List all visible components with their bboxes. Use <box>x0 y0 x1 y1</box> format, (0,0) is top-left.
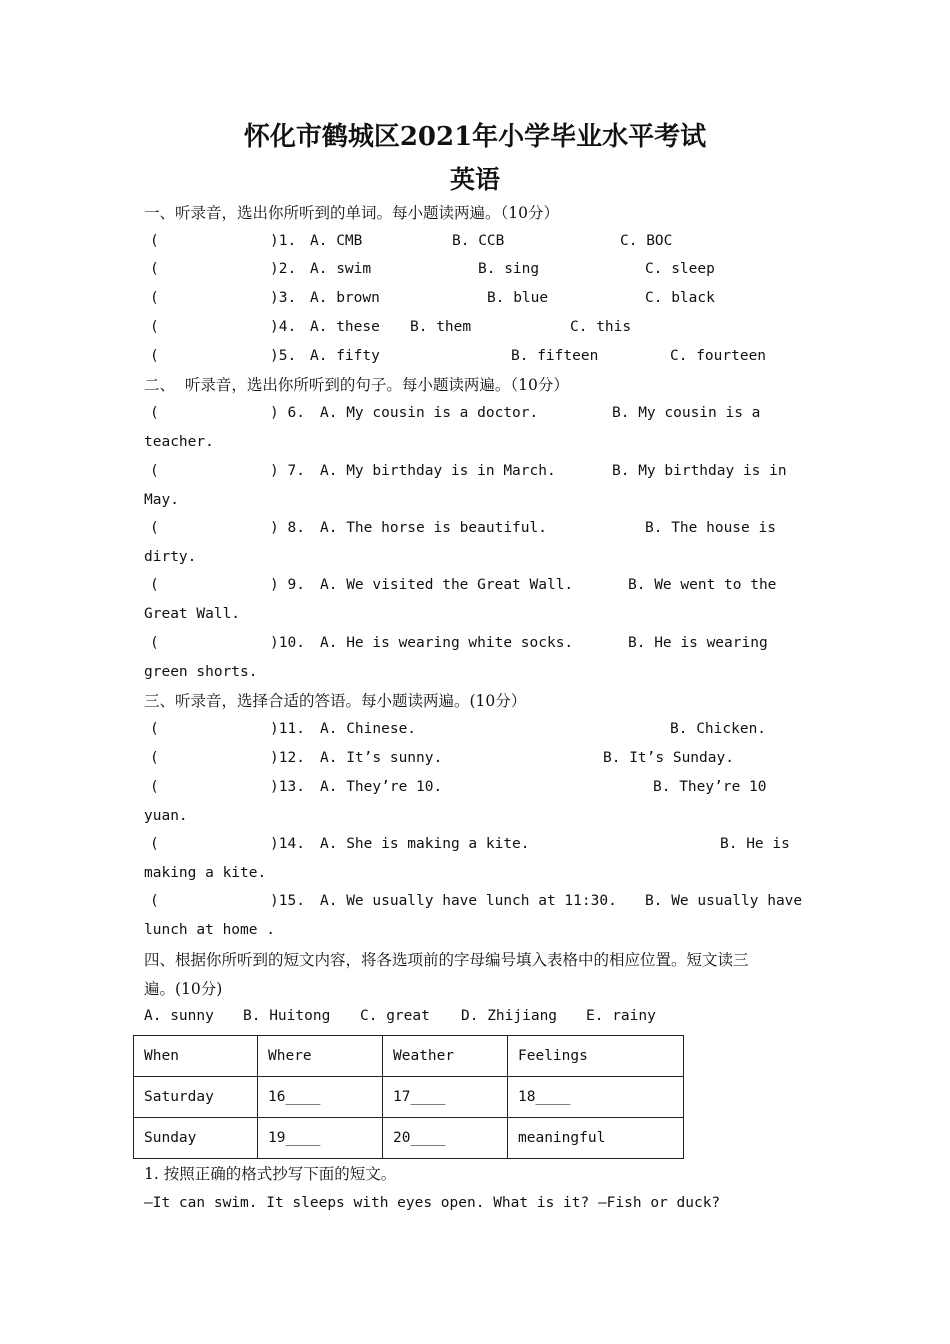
option-a: A. We visited the Great Wall. <box>320 577 574 593</box>
question-number: ) 8. <box>270 520 305 536</box>
table-cell: meaningful <box>508 1118 684 1159</box>
answer-blank[interactable]: ( <box>150 779 159 795</box>
option-b: B. We usually have <box>645 893 803 909</box>
question-number: )10. <box>270 635 305 651</box>
table-cell-blank[interactable]: 19____ <box>258 1118 383 1159</box>
question-number: )11. <box>270 721 305 737</box>
answer-blank[interactable]: ( <box>150 577 159 593</box>
option-c: C. black <box>645 290 715 306</box>
answer-blank[interactable]: ( <box>150 319 159 335</box>
section5-instruction: 1. 按照正确的格式抄写下面的短文。 <box>144 1165 397 1183</box>
option-continuation: dirty. <box>144 549 197 565</box>
option-continuation: green shorts. <box>144 664 258 680</box>
answer-blank[interactable]: ( <box>150 233 159 249</box>
answer-blank[interactable]: ( <box>150 463 159 479</box>
word-option: B. Huitong <box>243 1008 331 1024</box>
option-b: B. fifteen <box>511 348 599 364</box>
answer-blank[interactable]: ( <box>150 836 159 852</box>
question-number: ) 7. <box>270 463 305 479</box>
option-c: C. fourteen <box>670 348 767 364</box>
section5-passage: —It can swim. It sleeps with eyes open. What is it? —Fish or duck? <box>144 1195 721 1211</box>
answer-blank[interactable]: ( <box>150 520 159 536</box>
option-continuation: May. <box>144 492 179 508</box>
option-b: B. CCB <box>452 233 505 249</box>
table-header-cell: When <box>134 1036 258 1077</box>
question-number: )14. <box>270 836 305 852</box>
table-cell: Sunday <box>134 1118 258 1159</box>
answer-blank[interactable]: ( <box>150 750 159 766</box>
option-a: A. We usually have lunch at 11:30. <box>320 893 617 909</box>
option-a: A. swim <box>310 261 372 277</box>
answer-blank[interactable]: ( <box>150 893 159 909</box>
option-a: A. The horse is beautiful. <box>320 520 547 536</box>
question-number: ) 6. <box>270 405 305 421</box>
option-a: A. They’re 10. <box>320 779 443 795</box>
option-continuation: yuan. <box>144 808 188 824</box>
option-a: A. these <box>310 319 380 335</box>
exam-title: 怀化市鹤城区2021年小学毕业水平考试 <box>243 122 707 152</box>
table-row <box>134 1118 684 1159</box>
table-header-cell: Feelings <box>508 1036 684 1077</box>
word-option: D. Zhijiang <box>461 1008 558 1024</box>
section2-heading: 二、 听录音，选出你所听到的句子。每小题读两遍。（10分） <box>144 376 569 394</box>
answer-blank[interactable]: ( <box>150 348 159 364</box>
option-a: A. My cousin is a doctor. <box>320 405 539 421</box>
option-c: C. BOC <box>620 233 673 249</box>
question-number: )1. <box>270 233 297 249</box>
answer-blank[interactable]: ( <box>150 261 159 277</box>
option-b: B. sing <box>478 261 540 277</box>
word-option: A. sunny <box>144 1008 214 1024</box>
option-b: B. He is wearing <box>628 635 768 651</box>
question-number: )13. <box>270 779 305 795</box>
section4-heading-line2: 遍。(10分) <box>144 980 223 998</box>
question-number: )4. <box>270 319 297 335</box>
word-option: C. great <box>360 1008 430 1024</box>
section3-heading: 三、听录音，选择合适的答语。每小题读两遍。(10分） <box>144 692 527 710</box>
question-number: )15. <box>270 893 305 909</box>
answer-blank[interactable]: ( <box>150 405 159 421</box>
table-cell-blank[interactable]: 18____ <box>508 1077 684 1118</box>
exam-subject: 英语 <box>449 165 500 194</box>
option-b: B. blue <box>487 290 549 306</box>
option-b: B. It’s Sunday. <box>603 750 734 766</box>
question-number: ) 9. <box>270 577 305 593</box>
question-number: )3. <box>270 290 297 306</box>
option-continuation: lunch at home . <box>144 922 275 938</box>
section1-heading: 一、听录音，选出你所听到的单词。每小题读两遍。（10分） <box>144 204 559 222</box>
option-a: A. She is making a kite. <box>320 836 530 852</box>
option-b: B. We went to the <box>628 577 777 593</box>
option-b: B. The house is <box>645 520 776 536</box>
option-a: A. My birthday is in March. <box>320 463 556 479</box>
option-b: B. Chicken. <box>670 721 767 737</box>
section4-heading-line1: 四、根据你所听到的短文内容，将各选项前的字母编号填入表格中的相应位置。短文读三 <box>144 951 749 969</box>
table-cell: Saturday <box>134 1077 258 1118</box>
table-header-cell: Where <box>258 1036 383 1077</box>
option-a: A. CMB <box>310 233 363 249</box>
option-b: B. He is <box>720 836 790 852</box>
question-number: )12. <box>270 750 305 766</box>
option-continuation: making a kite. <box>144 865 267 881</box>
option-a: A. It’s sunny. <box>320 750 443 766</box>
option-a: A. brown <box>310 290 380 306</box>
table-header-row <box>134 1036 684 1077</box>
answer-blank[interactable]: ( <box>150 635 159 651</box>
table-cell-blank[interactable]: 16____ <box>258 1077 383 1118</box>
table-cell-blank[interactable]: 17____ <box>383 1077 508 1118</box>
word-option: E. rainy <box>586 1008 656 1024</box>
answer-blank[interactable]: ( <box>150 290 159 306</box>
option-a: A. Chinese. <box>320 721 417 737</box>
option-b: B. My birthday is in <box>612 463 787 479</box>
option-c: C. sleep <box>645 261 715 277</box>
answer-table <box>133 1035 684 1159</box>
answer-blank[interactable]: ( <box>150 721 159 737</box>
table-header-cell: Weather <box>383 1036 508 1077</box>
option-b: B. My cousin is a <box>612 405 761 421</box>
table-cell-blank[interactable]: 20____ <box>383 1118 508 1159</box>
option-continuation: Great Wall. <box>144 606 241 622</box>
option-a: A. fifty <box>310 348 380 364</box>
option-b: B. They’re 10 <box>653 779 767 795</box>
table-row <box>134 1077 684 1118</box>
question-number: )5. <box>270 348 297 364</box>
option-a: A. He is wearing white socks. <box>320 635 574 651</box>
option-continuation: teacher. <box>144 434 214 450</box>
option-b: B. them <box>410 319 472 335</box>
question-number: )2. <box>270 261 297 277</box>
option-c: C. this <box>570 319 632 335</box>
